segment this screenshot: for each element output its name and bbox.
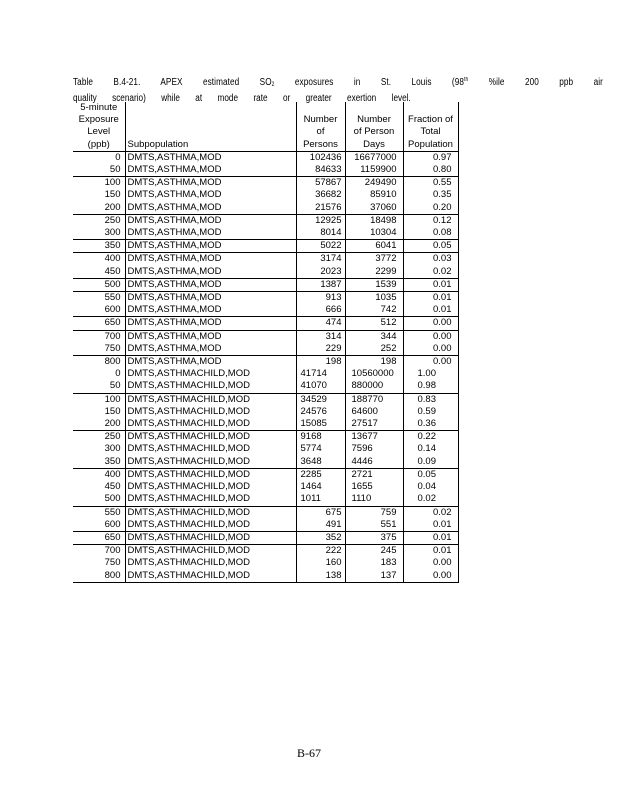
persons-cell: 3174 [296, 253, 345, 266]
exposure-level-cell: 550 [73, 292, 125, 305]
th-superscript: th [464, 77, 469, 83]
persons-cell: 1387 [296, 278, 345, 291]
exposure-level-cell: 0 [115, 151, 121, 163]
table-row [73, 266, 458, 279]
table-row [73, 278, 458, 291]
fraction-cell: 0.00 [403, 356, 458, 369]
person-days-cell: 10304 [345, 227, 403, 240]
fraction-cell: 0.36 [403, 418, 458, 431]
person-days-cell: 512 [345, 317, 403, 330]
header-number-of-persons: Number of Persons [296, 102, 345, 151]
subpopulation-cell: DMTS,ASTHMACHILD,MOD [125, 531, 296, 544]
fraction-cell: 0.00 [403, 330, 458, 343]
table-row [73, 317, 458, 330]
subpopulation-cell: DMTS,ASTHMA,MOD [125, 240, 296, 253]
caption-suffix: %ile 200 ppb air [488, 77, 603, 88]
subpopulation-cell: DMTS,ASTHMA,MOD [125, 227, 296, 240]
person-days-cell: 759 [345, 506, 403, 519]
fraction-cell: 0.83 [403, 393, 458, 406]
subpopulation-cell: DMTS,ASTHMACHILD,MOD [125, 481, 296, 493]
exposure-level-cell: 150 [104, 189, 121, 201]
persons-cell: 352 [296, 531, 345, 544]
table-row [73, 164, 458, 177]
subpopulation-cell: DMTS,ASTHMACHILD,MOD [125, 506, 296, 519]
header-subpopulation: Subpopulation [125, 102, 296, 151]
subpopulation-cell: DMTS,ASTHMA,MOD [125, 343, 296, 356]
person-days-cell: 1655 [345, 481, 403, 493]
subpopulation-cell: DMTS,ASTHMA,MOD [125, 177, 296, 190]
exposure-level-cell: 450 [104, 265, 121, 277]
persons-cell: 9168 [296, 431, 345, 444]
subpopulation-cell: DMTS,ASTHMACHILD,MOD [125, 557, 296, 569]
fraction-cell: 0.00 [403, 343, 458, 356]
person-days-cell: 742 [345, 304, 403, 317]
subpopulation-cell: DMTS,ASTHMACHILD,MOD [125, 545, 296, 558]
persons-cell: 2023 [296, 266, 345, 279]
exposure-level-cell: 250 [73, 214, 125, 227]
exposure-level-cell: 0 [115, 368, 121, 380]
subpopulation-cell: DMTS,ASTHMA,MOD [125, 253, 296, 266]
table-row [73, 431, 458, 444]
fraction-cell: 0.01 [403, 278, 458, 291]
table-row [73, 253, 458, 266]
person-days-cell: 37060 [345, 202, 403, 215]
subpopulation-cell: DMTS,ASTHMACHILD,MOD [125, 418, 296, 431]
person-days-cell: 10560000 [345, 368, 403, 380]
table-row [73, 468, 458, 481]
person-days-cell: 64600 [345, 406, 403, 418]
table-row [73, 443, 458, 455]
person-days-cell: 6041 [345, 240, 403, 253]
header-exposure-level: 5-minute Exposure Level (ppb) [73, 102, 125, 151]
persons-cell: 102436 [296, 151, 345, 164]
fraction-cell: 0.02 [403, 266, 458, 279]
exposure-level-cell: 350 [73, 240, 125, 253]
persons-cell: 675 [296, 506, 345, 519]
person-days-cell: 137 [345, 570, 403, 583]
subpopulation-cell: DMTS,ASTHMACHILD,MOD [125, 431, 296, 444]
table-row [73, 493, 458, 506]
exposure-level-cell: 450 [104, 481, 121, 493]
subpopulation-cell: DMTS,ASTHMACHILD,MOD [125, 519, 296, 532]
table-row [73, 202, 458, 215]
table-row [73, 519, 458, 532]
persons-cell: 24576 [296, 406, 345, 418]
table-row [73, 330, 458, 343]
subpopulation-cell: DMTS,ASTHMACHILD,MOD [125, 456, 296, 469]
subpopulation-cell: DMTS,ASTHMA,MOD [125, 356, 296, 369]
fraction-cell: 0.01 [403, 519, 458, 532]
exposure-level-cell: 500 [73, 278, 125, 291]
person-days-cell: 1035 [345, 292, 403, 305]
fraction-cell: 1.00 [403, 368, 458, 380]
persons-cell: 474 [296, 317, 345, 330]
persons-cell: 84633 [296, 164, 345, 177]
exposure-level-cell: 650 [73, 531, 125, 544]
table-row [73, 356, 458, 369]
person-days-cell: 4446 [345, 456, 403, 469]
so2-subscript: 2 [271, 82, 275, 88]
exposure-level-cell: 200 [104, 418, 121, 430]
fraction-cell: 0.05 [403, 240, 458, 253]
fraction-cell: 0.01 [403, 545, 458, 558]
fraction-cell: 0.08 [403, 227, 458, 240]
exposure-level-cell: 750 [104, 342, 121, 354]
exposure-level-cell: 550 [73, 506, 125, 519]
exposure-level-cell: 700 [73, 545, 125, 558]
subpopulation-cell: DMTS,ASTHMACHILD,MOD [125, 380, 296, 393]
person-days-cell: 880000 [345, 380, 403, 393]
person-days-cell: 16677000 [345, 151, 403, 164]
exposure-level-cell: 600 [104, 518, 121, 530]
fraction-cell: 0.98 [403, 380, 458, 393]
person-days-cell: 198 [345, 356, 403, 369]
exposure-level-cell: 650 [73, 317, 125, 330]
table-row [73, 506, 458, 519]
person-days-cell: 1110 [345, 493, 403, 506]
subpopulation-cell: DMTS,ASTHMACHILD,MOD [125, 406, 296, 418]
persons-cell: 198 [296, 356, 345, 369]
persons-cell: 2285 [296, 468, 345, 481]
table-row [73, 393, 458, 406]
persons-cell: 666 [296, 304, 345, 317]
persons-cell: 41070 [296, 380, 345, 393]
table-row [73, 177, 458, 190]
subpopulation-cell: DMTS,ASTHMACHILD,MOD [125, 468, 296, 481]
header-fraction-of-population: Fraction of Total Population [403, 102, 458, 151]
fraction-cell: 0.00 [403, 557, 458, 569]
table-row [73, 418, 458, 431]
fraction-cell: 0.02 [403, 506, 458, 519]
subpopulation-cell: DMTS,ASTHMA,MOD [125, 292, 296, 305]
fraction-cell: 0.12 [403, 214, 458, 227]
exposure-level-cell: 400 [73, 468, 125, 481]
table-row [73, 189, 458, 201]
caption-mid: exposures in St. Louis (98 [294, 77, 465, 88]
persons-cell: 1464 [296, 481, 345, 493]
subpopulation-cell: DMTS,ASTHMA,MOD [125, 266, 296, 279]
subpopulation-cell: DMTS,ASTHMA,MOD [125, 164, 296, 177]
fraction-cell: 0.03 [403, 253, 458, 266]
fraction-cell: 0.22 [403, 431, 458, 444]
exposure-level-cell: 500 [104, 493, 121, 505]
exposure-level-cell: 800 [73, 356, 125, 369]
persons-cell: 57867 [296, 177, 345, 190]
persons-cell: 36682 [296, 189, 345, 201]
subpopulation-cell: DMTS,ASTHMA,MOD [125, 214, 296, 227]
fraction-cell: 0.09 [403, 456, 458, 469]
table-row [73, 368, 458, 380]
table-row [73, 545, 458, 558]
person-days-cell: 183 [345, 557, 403, 569]
person-days-cell: 85910 [345, 189, 403, 201]
caption-line-1 [73, 73, 603, 92]
fraction-cell: 0.80 [403, 164, 458, 177]
exposure-level-cell: 250 [73, 431, 125, 444]
table-row [73, 406, 458, 418]
subpopulation-cell: DMTS,ASTHMA,MOD [125, 189, 296, 201]
table-row [73, 456, 458, 469]
exposure-level-cell: 700 [73, 330, 125, 343]
subpopulation-cell: DMTS,ASTHMA,MOD [125, 151, 296, 164]
table-row [73, 343, 458, 356]
person-days-cell: 344 [345, 330, 403, 343]
subpopulation-cell: DMTS,ASTHMA,MOD [125, 330, 296, 343]
persons-cell: 229 [296, 343, 345, 356]
fraction-cell: 0.00 [403, 570, 458, 583]
person-days-cell: 2721 [345, 468, 403, 481]
person-days-cell: 27517 [345, 418, 403, 431]
table-row [73, 557, 458, 569]
table-row [73, 292, 458, 305]
subpopulation-cell: DMTS,ASTHMACHILD,MOD [125, 443, 296, 455]
persons-cell: 314 [296, 330, 345, 343]
table-row [73, 570, 458, 583]
persons-cell: 160 [296, 557, 345, 569]
persons-cell: 8014 [296, 227, 345, 240]
fraction-cell: 0.14 [403, 443, 458, 455]
persons-cell: 15085 [296, 418, 345, 431]
persons-cell: 5022 [296, 240, 345, 253]
exposure-level-cell: 300 [104, 227, 121, 239]
fraction-cell: 0.20 [403, 202, 458, 215]
page-number: B-67 [297, 746, 321, 760]
exposure-level-cell: 400 [73, 253, 125, 266]
table-row [73, 380, 458, 393]
subpopulation-cell: DMTS,ASTHMA,MOD [125, 304, 296, 317]
persons-cell: 913 [296, 292, 345, 305]
exposure-level-cell: 750 [104, 557, 121, 569]
exposure-level-cell: 50 [109, 164, 121, 176]
exposure-level-cell: 150 [104, 405, 121, 417]
table-row [73, 531, 458, 544]
persons-cell: 5774 [296, 443, 345, 455]
person-days-cell: 1159900 [345, 164, 403, 177]
persons-cell: 491 [296, 519, 345, 532]
exposure-level-cell: 800 [73, 570, 125, 583]
persons-cell: 12925 [296, 214, 345, 227]
persons-cell: 138 [296, 570, 345, 583]
fraction-cell: 0.01 [403, 304, 458, 317]
table-row [73, 151, 458, 164]
subpopulation-cell: DMTS,ASTHMACHILD,MOD [125, 570, 296, 583]
persons-cell: 222 [296, 545, 345, 558]
caption-prefix: Table B.4-21. APEX estimated SO [73, 77, 272, 88]
person-days-cell: 13677 [345, 431, 403, 444]
persons-cell: 34529 [296, 393, 345, 406]
person-days-cell: 3772 [345, 253, 403, 266]
subpopulation-cell: DMTS,ASTHMA,MOD [125, 317, 296, 330]
subpopulation-cell: DMTS,ASTHMA,MOD [125, 278, 296, 291]
fraction-cell: 0.02 [403, 493, 458, 506]
persons-cell: 21576 [296, 202, 345, 215]
fraction-cell: 0.97 [403, 151, 458, 164]
header-number-of-person-days: Number of Person Days [345, 102, 403, 151]
table-row [73, 214, 458, 227]
caption-line-2: quality scenario) while at mode rate or greater exertion level. [73, 93, 411, 104]
fraction-cell: 0.05 [403, 468, 458, 481]
table-body [73, 151, 458, 582]
subpopulation-cell: DMTS,ASTHMACHILD,MOD [125, 393, 296, 406]
persons-cell: 3648 [296, 456, 345, 469]
table-row [73, 240, 458, 253]
person-days-cell: 249490 [345, 177, 403, 190]
exposure-level-cell: 600 [104, 304, 121, 316]
exposure-level-cell: 200 [104, 201, 121, 213]
person-days-cell: 551 [345, 519, 403, 532]
table-row [73, 227, 458, 240]
person-days-cell: 245 [345, 545, 403, 558]
fraction-cell: 0.04 [403, 481, 458, 493]
exposure-level-cell: 100 [73, 177, 125, 190]
exposure-table [73, 102, 459, 583]
fraction-cell: 0.55 [403, 177, 458, 190]
person-days-cell: 2299 [345, 266, 403, 279]
table-header-row [73, 102, 458, 151]
fraction-cell: 0.01 [403, 531, 458, 544]
subpopulation-cell: DMTS,ASTHMA,MOD [125, 202, 296, 215]
person-days-cell: 1539 [345, 278, 403, 291]
person-days-cell: 375 [345, 531, 403, 544]
exposure-level-cell: 300 [104, 443, 121, 455]
table-row [73, 481, 458, 493]
fraction-cell: 0.00 [403, 317, 458, 330]
table-row [73, 304, 458, 317]
subpopulation-cell: DMTS,ASTHMACHILD,MOD [125, 368, 296, 380]
person-days-cell: 7596 [345, 443, 403, 455]
person-days-cell: 18498 [345, 214, 403, 227]
person-days-cell: 188770 [345, 393, 403, 406]
exposure-level-cell: 50 [109, 380, 121, 392]
subpopulation-cell: DMTS,ASTHMACHILD,MOD [125, 493, 296, 506]
fraction-cell: 0.01 [403, 292, 458, 305]
exposure-level-cell: 100 [73, 393, 125, 406]
person-days-cell: 252 [345, 343, 403, 356]
persons-cell: 1011 [296, 493, 345, 506]
fraction-cell: 0.35 [403, 189, 458, 201]
persons-cell: 41714 [296, 368, 345, 380]
exposure-level-cell: 350 [104, 455, 121, 467]
fraction-cell: 0.59 [403, 406, 458, 418]
